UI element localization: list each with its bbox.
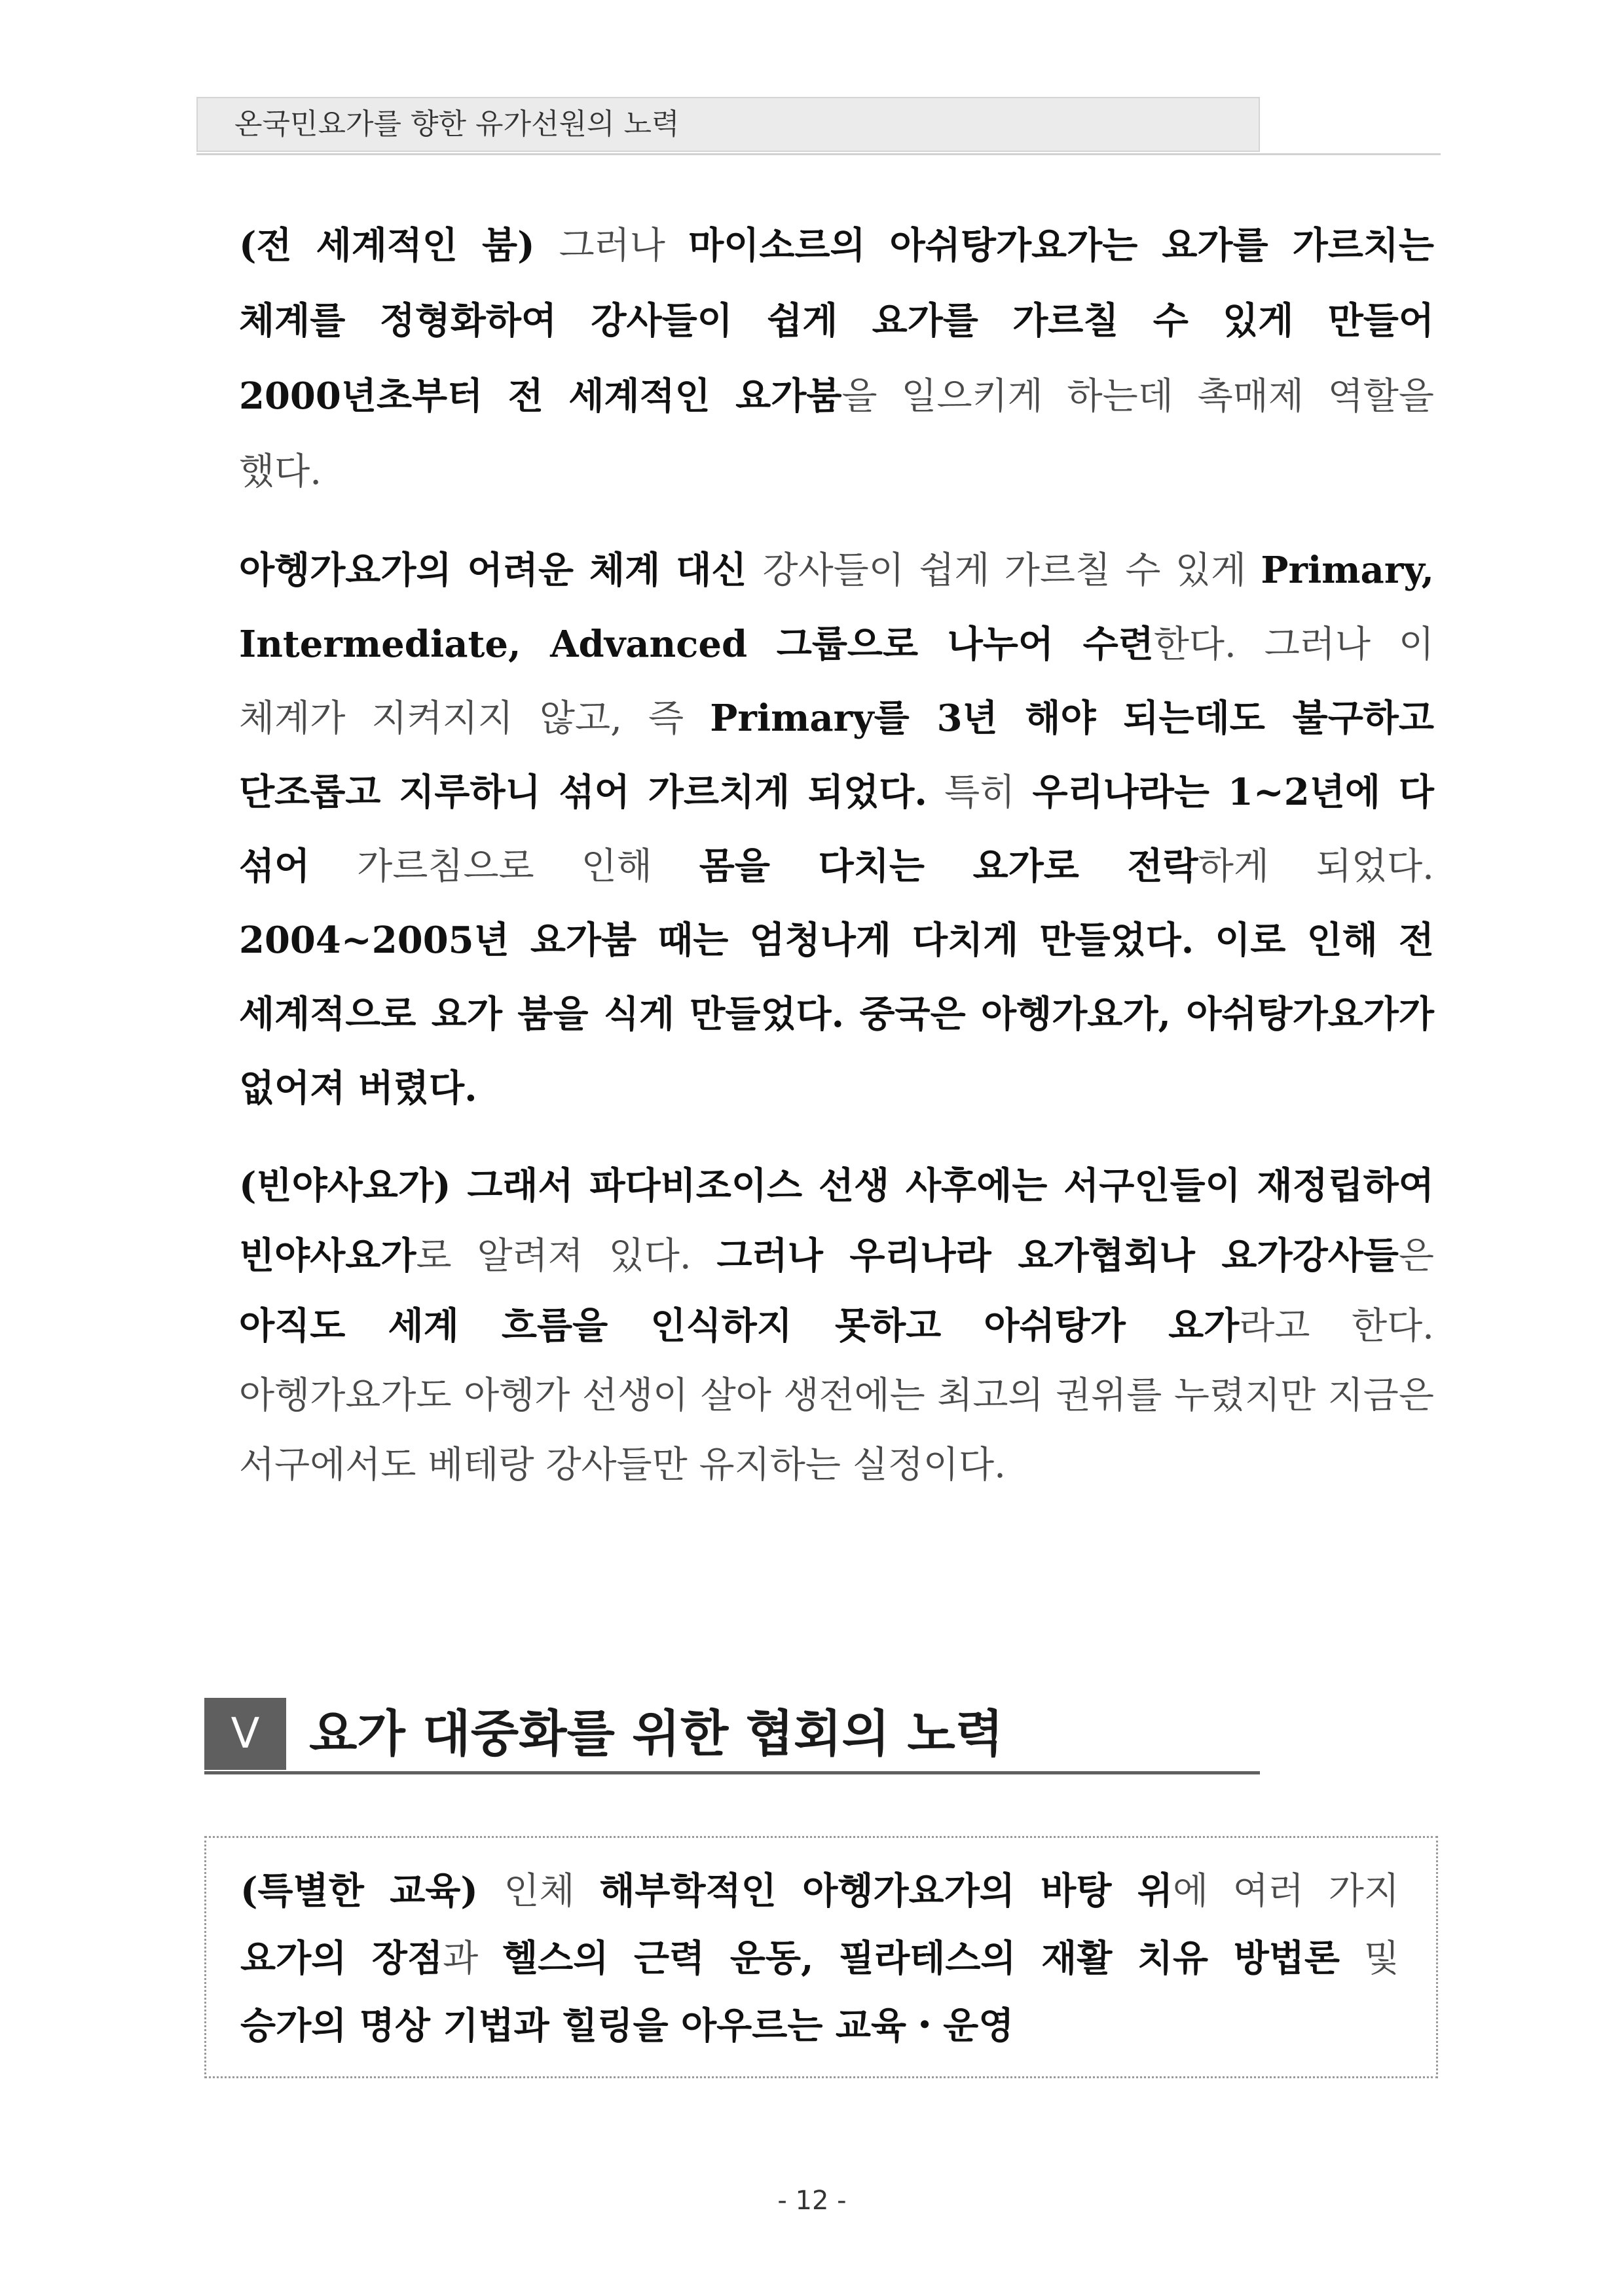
section-number: Ⅴ bbox=[231, 1710, 260, 1758]
text-segment: 은 bbox=[1398, 1235, 1434, 1277]
text-segment: 라고 한다. 아헹가요가도 아헹가 선생이 살아 생전에는 최고의 권위를 누렸지만 지금은 서구에서도 베테랑 강사들만 유지하는 실정이다. bbox=[239, 1305, 1434, 1486]
text-segment: (빈야사요가) 그래서 파다비조이스 선생 사후에는 서구인들이 재정립하여 빈야사요가 bbox=[239, 1164, 1434, 1277]
special-education-box bbox=[204, 1836, 1438, 2078]
text-segment: 아직도 세계 흐름을 인식하지 못하고 아쉬탕가 요가 bbox=[239, 1304, 1240, 1348]
text-segment: 한다. 그러나 이 체계가 지켜지지 않고, 즉 bbox=[239, 623, 1434, 740]
paragraph-vinyasa-yoga bbox=[239, 1151, 1434, 1500]
text-segment: 마이소르의 아쉬탕가요가는 요가를 가르치는 체계를 정형화하여 강사들이 쉽게 요가를 가르칠 수 있게 만들어 2000년초부터 전 세계적인 요가붐 bbox=[239, 224, 1434, 418]
text-segment: 인체 bbox=[504, 1870, 600, 1913]
text-segment: 요가의 장점 bbox=[240, 1937, 443, 1980]
text-segment: (전 세계적인 붐) bbox=[239, 224, 559, 267]
text-segment: 강사들이 쉽게 가르칠 수 있게 bbox=[762, 549, 1261, 592]
text-segment: 헬스의 근력 운동, 필라테스의 재활 치유 방법론 bbox=[502, 1937, 1340, 1980]
text-segment: 그러나 우리나라 요가협회나 요가강사들 bbox=[716, 1234, 1399, 1277]
text-segment: 승가의 명상 기법과 힐링을 아우르는 교육・운영 bbox=[240, 2004, 1014, 2047]
text-segment: 및 bbox=[1339, 1937, 1399, 1980]
text-segment: Primary, Intermediate, Advanced 그룹으로 나누어 수련 bbox=[239, 549, 1435, 666]
page-number: - 12 - bbox=[777, 2186, 847, 2216]
text-segment: 몸을 다치는 요가로 전락 bbox=[699, 845, 1198, 888]
section-title: 요가 대중화를 위한 협회의 노력 bbox=[309, 1704, 1004, 1763]
text-segment: 2004~2005년 요가붐 때는 엄청나게 다치게 만들었다. 이로 인해 전 세계적으로 요가 붐을 식게 만들었다. 중국은 아헹가요가, 아쉬탕가요가가 없어져 버렸다. bbox=[239, 919, 1434, 1110]
running-header bbox=[196, 97, 1260, 152]
text-segment: Primary를 3년 해야 되는데도 불구하고 단조롭고 지루하니 섞어 가르치게 되었다. bbox=[239, 697, 1434, 814]
text-segment: 그러나 bbox=[559, 225, 689, 267]
text-segment: 특히 bbox=[927, 771, 1033, 814]
text-segment: 과 bbox=[443, 1937, 503, 1980]
text-segment: 가르침으로 인해 bbox=[310, 845, 699, 888]
header-rule bbox=[196, 153, 1441, 155]
text-segment: 아헹가요가의 어려운 체계 대신 bbox=[239, 549, 763, 592]
section-number-badge bbox=[204, 1698, 286, 1770]
text-segment: 해부학적인 아헹가요가의 바탕 위 bbox=[599, 1869, 1173, 1913]
text-segment: 을 일으키게 하는데 촉매제 역할을 했다. bbox=[239, 375, 1434, 493]
running-header-title: 온국민요가를 향한 유가선원의 노력 bbox=[234, 107, 680, 141]
text-segment: (특별한 교육) bbox=[240, 1869, 504, 1913]
paragraph-worldwide-boom bbox=[239, 208, 1434, 509]
section-heading bbox=[204, 1698, 1260, 1775]
text-segment: 에 여러 가지 bbox=[1173, 1870, 1399, 1913]
paragraph-special-education bbox=[240, 1858, 1399, 2060]
section-underline bbox=[204, 1771, 1260, 1774]
paragraph-iyengar-system bbox=[239, 534, 1434, 1126]
text-segment: 하게 되었다. bbox=[1198, 845, 1434, 888]
text-segment: 로 알려져 있다. bbox=[416, 1235, 717, 1277]
text-segment: 우리나라는 1~2년에 다 섞어 bbox=[239, 771, 1434, 888]
